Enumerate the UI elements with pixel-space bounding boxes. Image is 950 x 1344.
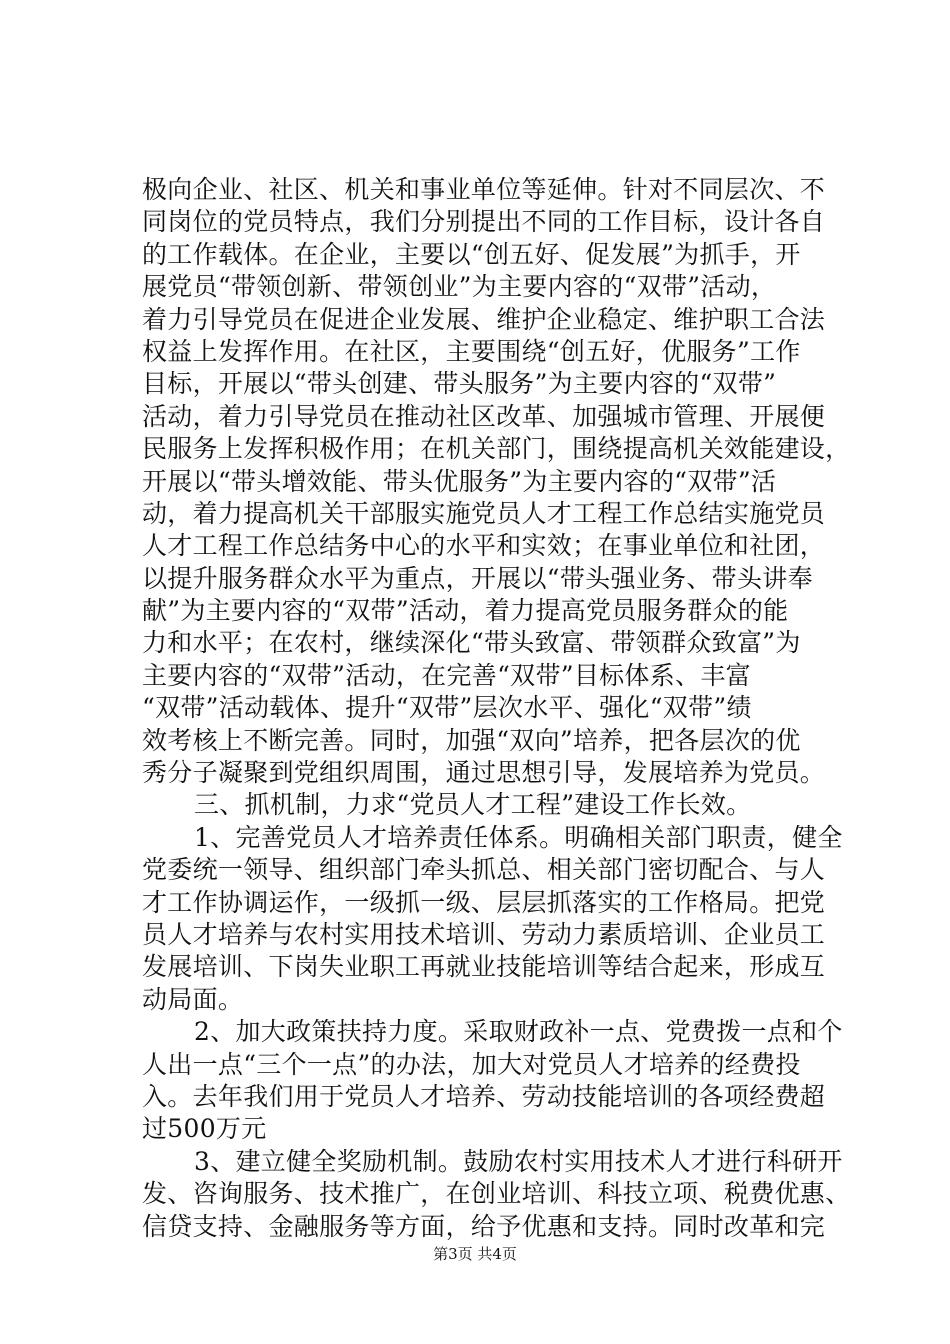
section-heading: 三、抓机制，力求“党员人才工程”建设工作长效。	[194, 790, 752, 820]
text-line: 活动，着力引导党员在推动社区改革、加强城市管理、开展便	[142, 401, 826, 431]
text-line: 人才工程工作总结务中心的水平和实效；在事业单位和社团，	[142, 531, 826, 561]
text-line: 信贷支持、金融服务等方面，给予优惠和支持。同时改革和完	[142, 1211, 826, 1241]
text-line: 效考核上不断完善。同时，加强“双向”培养，把各层次的优	[142, 725, 801, 755]
text-line: 员人才培养与农村实用技术培训、劳动力素质培训、企业员工	[142, 919, 826, 949]
text-line: 发展培训、下岗失业职工再就业技能培训等结合起来，形成互	[142, 952, 826, 982]
text-line: 开展以“带头增效能、带头优服务”为主要内容的“双带”活	[142, 466, 777, 496]
text-line: 才工作协调运作，一级抓一级、层层抓落实的工作格局。把党	[142, 887, 826, 917]
text-line: 目标，开展以“带头创建、带头服务”为主要内容的“双带”	[142, 369, 777, 399]
text-line: 党委统一领导、组织部门牵头抓总、相关部门密切配合、与人	[142, 855, 826, 885]
text-line: 同岗位的党员特点，我们分别提出不同的工作目标，设计各自	[142, 207, 826, 237]
text-line: 献”为主要内容的“双带”活动，着力提高党员服务群众的能	[142, 596, 789, 626]
page-number-footer: 第3页 共4页	[433, 1245, 517, 1263]
document-body	[142, 174, 851, 1243]
text-line: 人出一点“三个一点”的办法，加大对党员人才培养的经费投	[142, 1049, 801, 1079]
text-line: 极向企业、社区、机关和事业单位等延伸。针对不同层次、不	[142, 175, 826, 204]
text-line: 以提升服务群众水平为重点，开展以“带头强业务、带头讲奉	[142, 563, 813, 593]
text-line: 2、加大政策扶持力度。采取财政补一点、党费拨一点和个	[194, 1017, 843, 1047]
text-line: 发、咨询服务、技术推广，在创业培训、科技立项、税费优惠、	[142, 1179, 851, 1209]
text-line: 权益上发挥作用。在社区，主要围绕“创五好，优服务”工作	[142, 336, 801, 366]
text-line: 秀分子凝聚到党组织周围，通过思想引导，发展培养为党员。	[142, 758, 826, 788]
text-line: 力和水平；在农村，继续深化“带头致富、带领群众致富”为	[142, 628, 801, 658]
text-line: 动，着力提高机关干部服实施党员人才工程工作总结实施党员	[142, 498, 826, 528]
text-line: 入。去年我们用于党员人才培养、劳动技能培训的各项经费超	[142, 1081, 826, 1111]
text-line: 3、建立健全奖励机制。鼓励农村实用技术人才进行科研开	[194, 1146, 843, 1176]
text-line: 的工作载体。在企业，主要以“创五好、促发展”为抓手，开	[142, 239, 801, 269]
text-line: 展党员“带领创新、带领创业”为主要内容的“双带”活动，	[142, 272, 777, 302]
text-line: “双带”活动载体、提升“双带”层次水平、强化“双带”绩	[142, 693, 752, 723]
text-line: 着力引导党员在促进企业发展、维护企业稳定、维护职工合法	[142, 304, 826, 334]
text-line: 动局面。	[142, 984, 244, 1014]
text-line: 1、完善党员人才培养责任体系。明确相关部门职责，健全	[194, 822, 843, 852]
text-line: 民服务上发挥积极作用；在机关部门，围绕提高机关效能建设，	[142, 434, 851, 464]
text-line: 过500万元	[142, 1114, 267, 1144]
text-line: 主要内容的“双带”活动，在完善“双带”目标体系、丰富	[142, 660, 751, 690]
